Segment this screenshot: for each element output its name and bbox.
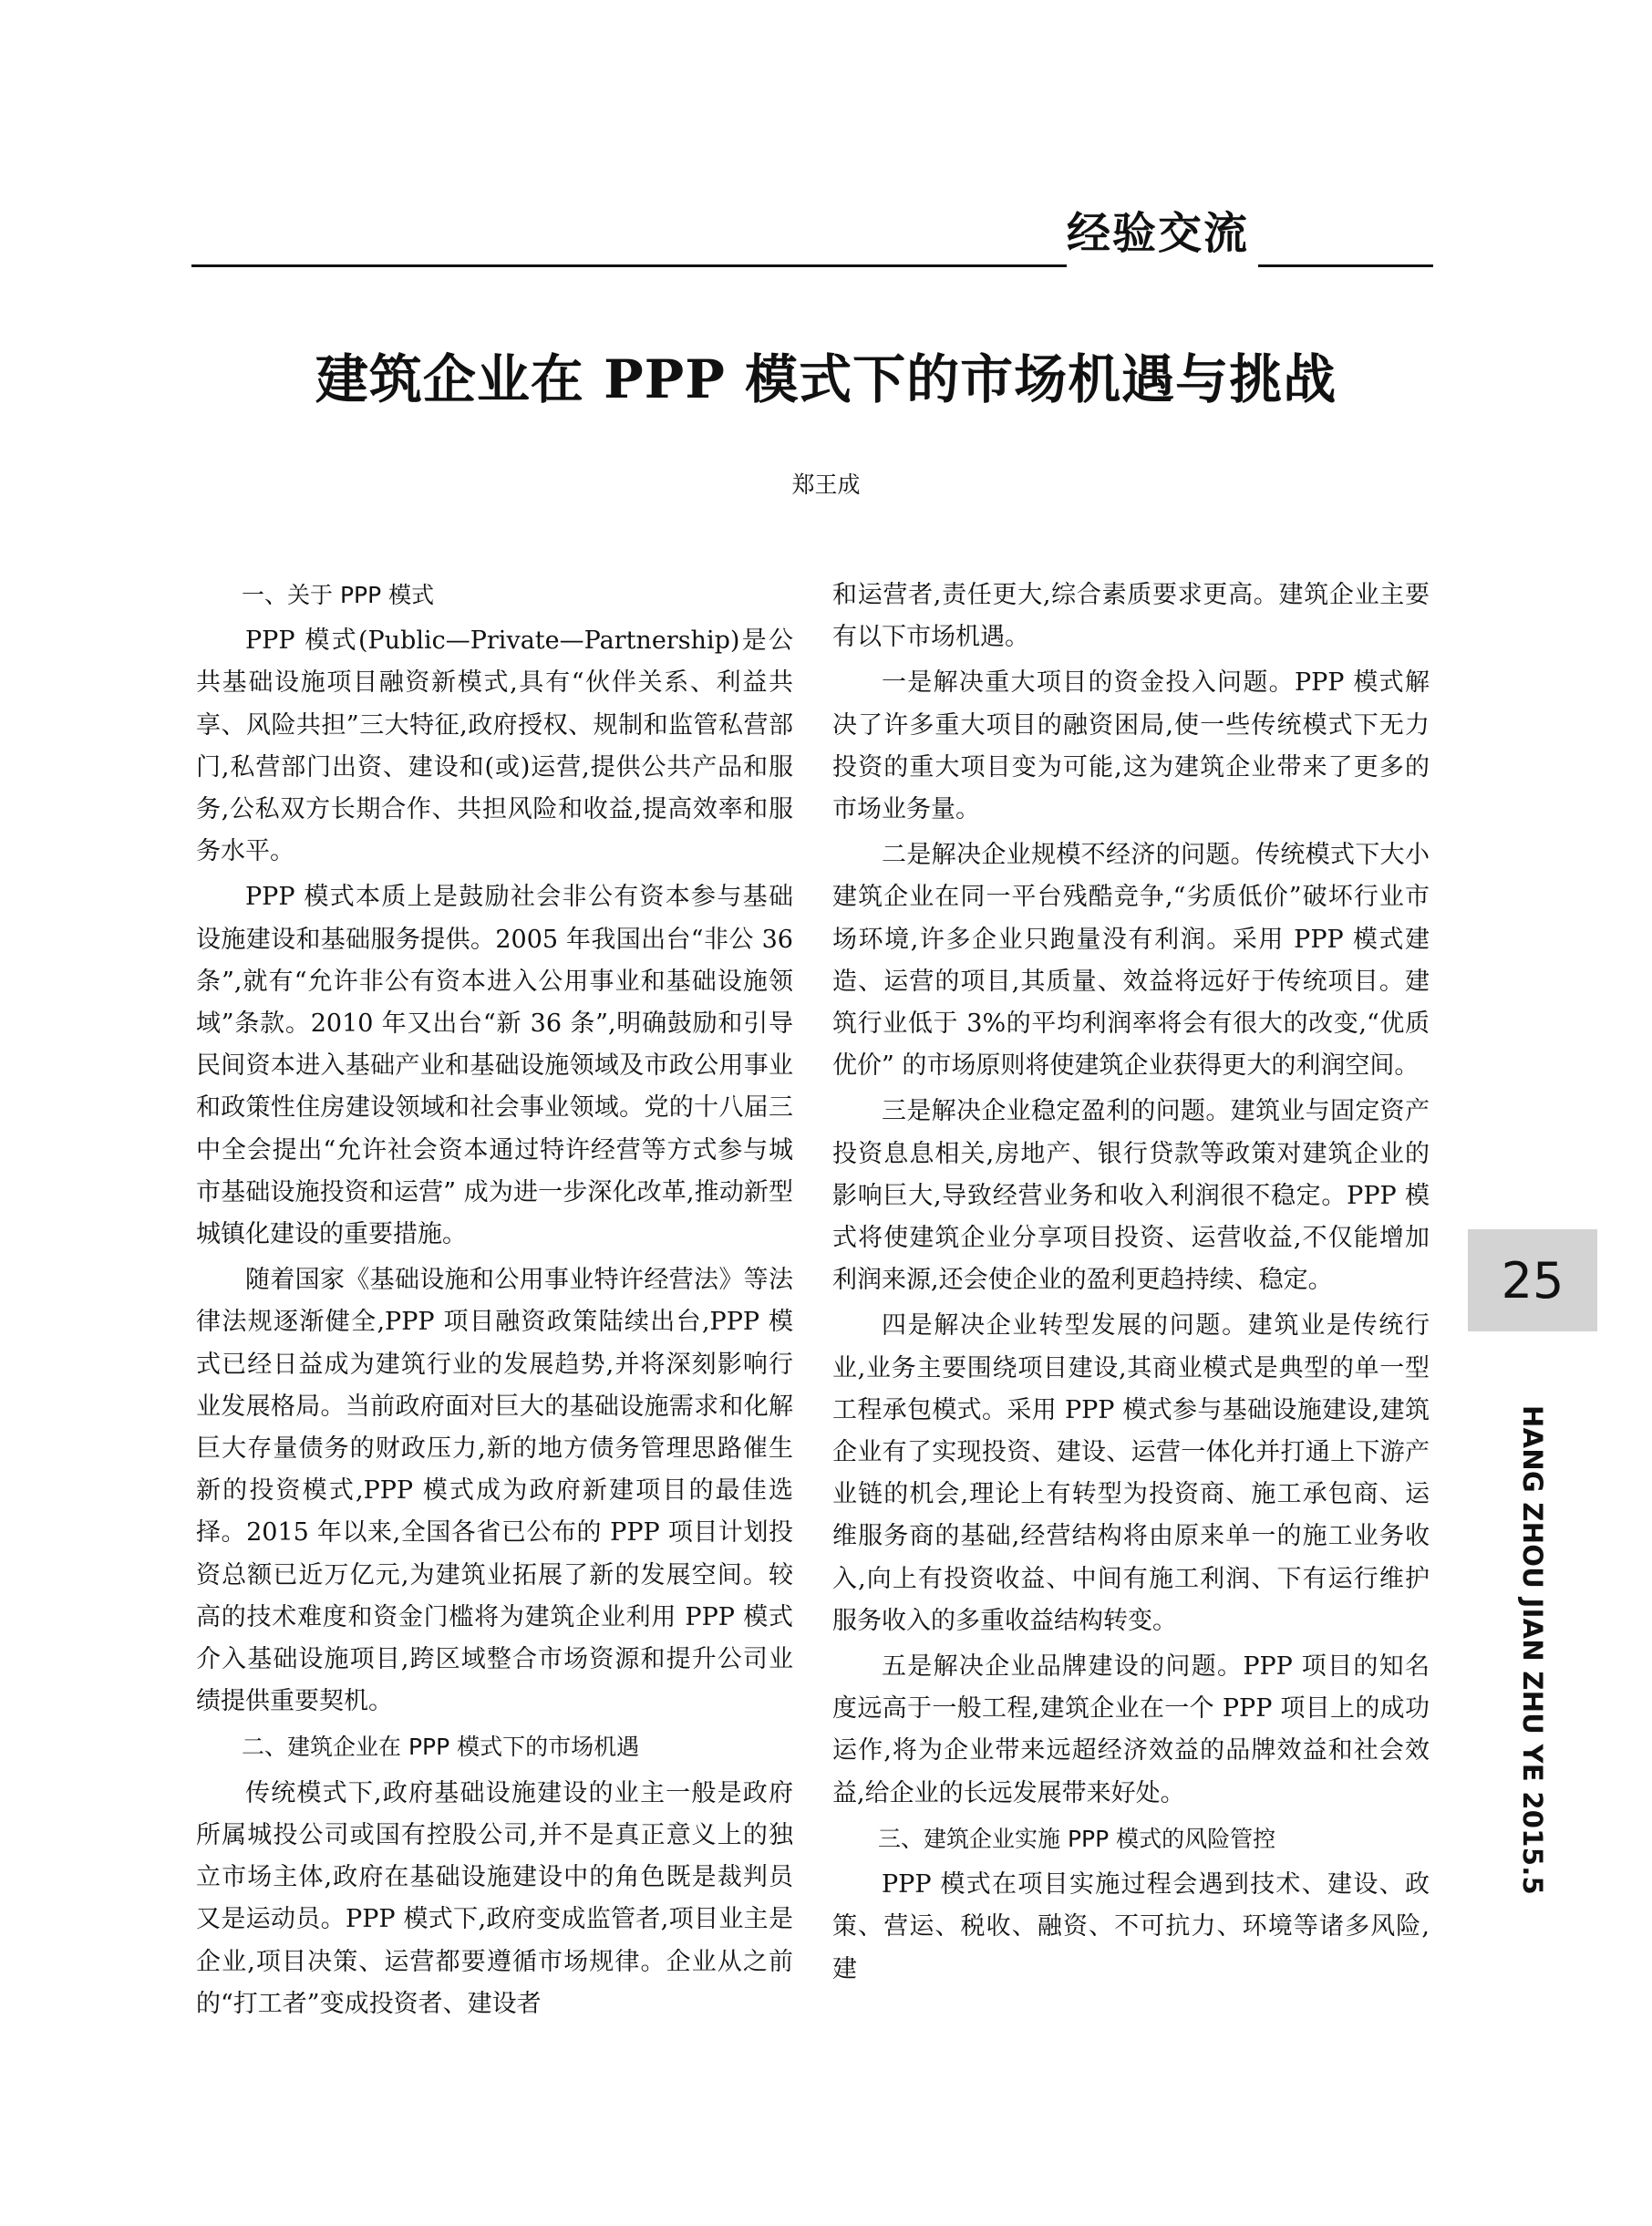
author-name: 郑王成 xyxy=(791,471,861,498)
paragraph: 五是解决企业品牌建设的问题。PPP 项目的知名度远高于一般工程,建筑企业在一个 PPP 项目上的成功运作,将为企业带来远超经济效益的品牌效益和社会效益,给企业的长远发展带来好处。 xyxy=(832,1652,1430,1807)
paragraph: PPP 模式本质上是鼓励社会非公有资本参与基础设施建设和基础服务提供。2005 年我国出台“非公 36 条”,就有“允许非公有资本进入公用事业和基础设施领域”条款。2010 年又出台“新 36 条”,明确鼓励和引导民间资本进入基础产业和基础设施领域及市政公用事业和政策性住房建设领域和社会事业领域。党的十八届三中全会提出“允许社会资本通过特许经营等方式参与城市基础设施投资和运营” 成为进一步深化改革,推动新型城镇化建设的重要措施。 xyxy=(196,883,793,1249)
paragraph: 传统模式下,政府基础设施建设的业主一般是政府所属城投公司或国有控股公司,并不是真正意义上的独立市场主体,政府在基础设施建设中的角色既是裁判员又是运动员。PPP 模式下,政府变成监管者,项目业主是企业,项目决策、运营都要遵循市场规律。企业从之前的“打工者”变成投资者、建设者 xyxy=(196,1778,793,2018)
section-heading-3: 三、建筑企业实施 PPP 模式的风险管控 xyxy=(878,1825,1276,1852)
paragraph: 随着国家《基础设施和公用事业特许经营法》等法律法规逐渐健全,PPP 项目融资政策陆续出台,PPP 模式已经日益成为建筑行业的发展趋势,并将深刻影响行业发展格局。当前政府面对巨大的基础设施需求和化解巨大存量债务的财政压力,新的地方债务管理思路催生新的投资模式,PPP 模式成为政府新建项目的最佳选择。2015 年以来,全国各省已公布的 PPP 项目计划投资总额已近万亿元,为建筑业拓展了新的发展空间。较高的技术难度和资金门槛将为建筑企业利用 PPP 模式介入基础设施项目,跨区域整合市场资源和提升公司业绩提供重要契机。 xyxy=(196,1266,793,1716)
paragraph-continued: 和运营者,责任更大,综合素质要求更高。建筑企业主要有以下市场机遇。 xyxy=(832,581,1430,652)
section-heading-1: 一、关于 PPP 模式 xyxy=(242,582,435,608)
page-number: 25 xyxy=(1501,1251,1564,1310)
section-heading-2: 二、建筑企业在 PPP 模式下的市场机遇 xyxy=(242,1734,640,1761)
right-column xyxy=(832,575,1430,1994)
paragraph: PPP 模式(Public—Private—Partnership)是公共基础设施项目融资新模式,具有“伙伴关系、利益共享、风险共担”三大特征,政府授权、规制和监管私营部门,私营部门出资、建设和(或)运营,提供公共产品和服务,公私双方长期合作、共担风险和收益,提高效率和服务水平。 xyxy=(196,626,793,866)
left-column xyxy=(196,575,793,2029)
article-title: 建筑企业在 PPP 模式下的市场机遇与挑战 xyxy=(315,348,1337,410)
paragraph: 二是解决企业规模不经济的问题。传统模式下大小建筑企业在同一平台残酷竞争,“劣质低价”破坏行业市场环境,许多企业只跑量没有利润。采用 PPP 模式建造、运营的项目,其质量、效益将远好于传统项目。建筑行业低于 3%的平均利润率将会有很大的改变,“优质优价” 的市场原则将使建筑企业获得更大的利润空间。 xyxy=(832,841,1430,1081)
paragraph: 一是解决重大项目的资金投入问题。PPP 模式解决了许多重大项目的融资困局,使一些传统模式下无力投资的重大项目变为可能,这为建筑企业带来了更多的市场业务量。 xyxy=(832,668,1430,824)
section-title: 经验交流 xyxy=(1066,208,1249,259)
paragraph: PPP 模式在项目实施过程会遇到技术、建设、政策、营运、税收、融资、不可抗力、环境等诸多风险,建 xyxy=(832,1870,1430,1983)
header-rule-left xyxy=(191,264,1067,267)
page-number-tab xyxy=(1468,1229,1597,1331)
paragraph: 三是解决企业稳定盈利的问题。建筑业与固定资产投资息息相关,房地产、银行贷款等政策对建筑企业的影响巨大,导致经营业务和收入利润很不稳定。PPP 模式将使建筑企业分享项目投资、运营收益,不仅能增加利润来源,还会使企业的盈利更趋持续、稳定。 xyxy=(832,1097,1430,1295)
journal-sidebar xyxy=(1468,1350,1597,1952)
paragraph: 四是解决企业转型发展的问题。建筑业是传统行业,业务主要围绕项目建设,其商业模式是典型的单一型工程承包模式。采用 PPP 模式参与基础设施建设,建筑企业有了实现投资、建设、运营一体化并打通上下游产业链的机会,理论上有转型为投资商、施工承包商、运维服务商的基础,经营结构将由原来单一的施工业务收入,向上有投资收益、中间有施工利润、下有运行维护服务收入的多重收益结构转变。 xyxy=(832,1311,1430,1635)
journal-name: HANG ZHOU JIAN ZHU YE 2015.5 xyxy=(1517,1405,1548,1896)
header-rule-right xyxy=(1258,264,1433,267)
